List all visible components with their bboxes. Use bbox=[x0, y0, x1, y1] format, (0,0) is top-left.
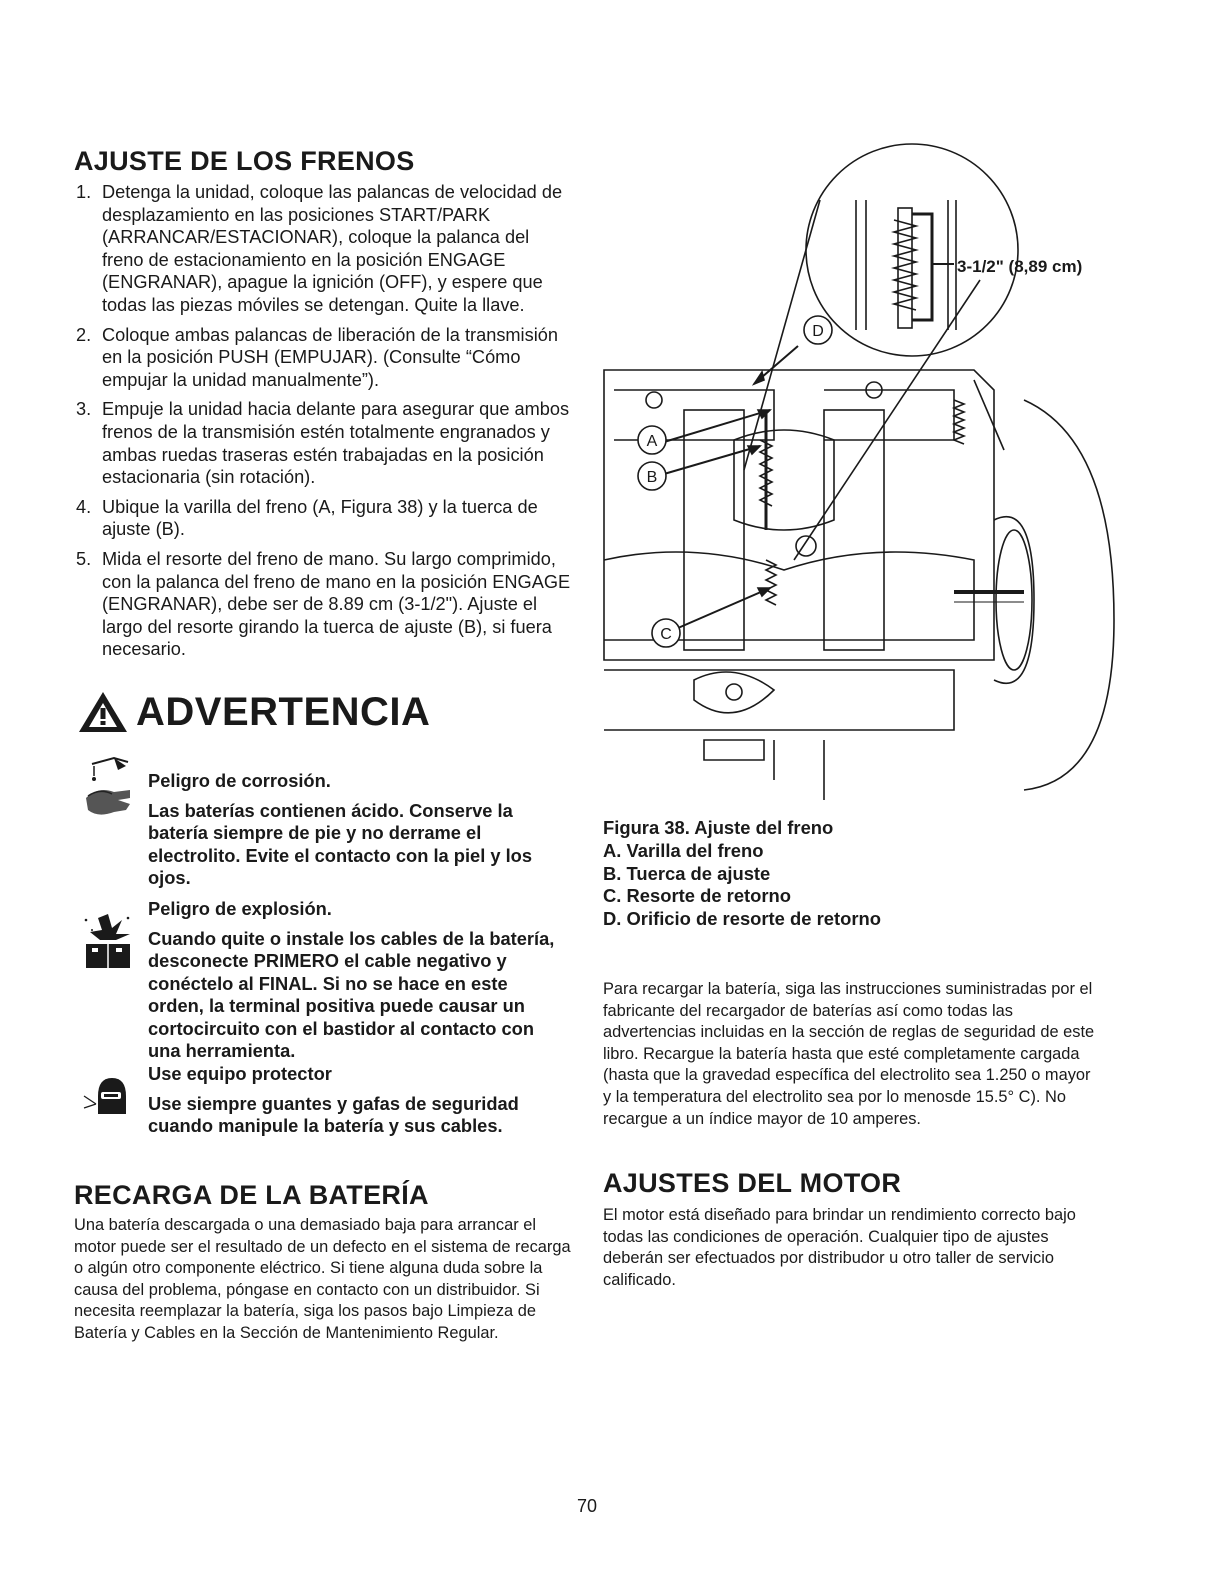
brake-diagram-illustration bbox=[594, 140, 1124, 810]
hazard-title: Peligro de corrosión. bbox=[148, 770, 331, 791]
recharge-text: Una batería descargada o una demasiado baja para arrancar el motor puede ser el resultado de un defecto en el sistema de recarga o algún otro componente eléctrico. Si tiene alguna duda sobre la causa del problema, póngase en contacto con un distribuidor. Si necesita reemplazar la batería, siga los pasos bajo Limpieza de Batería y Cables en la Sección de Mantenimiento Regular. bbox=[74, 1216, 571, 1342]
caption-title: Figura 38. Ajuste del freno bbox=[603, 817, 834, 838]
hazard-explosion bbox=[148, 898, 558, 1062]
recharge-heading: RECARGA DE LA BATERÍA bbox=[74, 1180, 429, 1210]
motor-heading: AJUSTES DEL MOTOR bbox=[603, 1168, 902, 1198]
hazard-title: Use equipo protector bbox=[148, 1063, 332, 1084]
hazard-text: Las baterías contienen ácido. Conserve la batería siempre de pie y no derrame el electrolito. Evite el contacto con la piel y los ojos. bbox=[148, 800, 533, 889]
warning-title: ADVERTENCIA bbox=[136, 689, 431, 734]
list-item: 2. Coloque ambas palancas de liberación de la transmisión en la posición PUSH (EMPUJAR). (Consulte “Cómo empujar la unidad manualmente”). bbox=[76, 324, 558, 390]
callout-d: D bbox=[812, 323, 824, 340]
list-item: 3. Empuje la unidad hacia delante para asegurar que ambos frenos de la transmisión estén totalmente engranados y ambas ruedas traseras estén trabajadas en la posición estacionaria (sin rotación). bbox=[76, 399, 570, 488]
warning-triangle-icon bbox=[76, 689, 130, 735]
hazard-corrosion bbox=[148, 770, 558, 890]
list-item: 5. Mida el resorte del freno de mano. Su largo comprimido, con la palanca del freno de mano en la posición ENGAGE (ENGRANAR), debe ser de 8.89 cm (3-1/2"). Ajuste el largo del resorte girando la tuerca de ajuste (B), si fuera necesario. bbox=[76, 548, 571, 660]
protective-gear-icon bbox=[82, 1074, 126, 1118]
brakes-heading: AJUSTE DE LOS FRENOS bbox=[74, 146, 415, 176]
page-number: 70 bbox=[577, 1496, 598, 1516]
caption-item: B. Tuerca de ajuste bbox=[603, 862, 771, 884]
list-item: 4. Ubique la varilla del freno (A, Figura 38) y la tuerca de ajuste (B). bbox=[76, 496, 538, 540]
recharge-instructions-text: Para recargar la batería, siga las instrucciones suministradas por el fabricante del recargador de baterías así como todas las advertencias incluidas en la sección de reglas de seguridad de este libro. Recargue la batería hasta que esté completamente cargada (hasta que la gravedad específica del electrolito sea 1.250 o mayor y la temperatura del electrolito sea por lo menosde 15.5° C). No recargue a un índice mayor de 10 amperes. bbox=[603, 980, 1095, 1128]
list-item: 1. Detenga la unidad, coloque las palancas de velocidad de desplazamiento en las posiciones START/PARK (ARRANCAR/ESTACIONAR), coloque la palanca del freno de estacionamiento en la posición ENGAGE (ENGRANAR), apague la ignición (OFF), y espere que todas las piezas móviles se detengan. Quite la llave. bbox=[76, 182, 563, 315]
hazard-text: Cuando quite o instale los cables de la batería, desconecte PRIMERO el cable negativo y conéctelo al FINAL. Si no se hace en este orden, la terminal positiva puede causar un cortocircuito con el bastidor al contacto con una herramienta. bbox=[148, 928, 555, 1062]
callout-c: C bbox=[660, 626, 672, 643]
callout-a: A bbox=[646, 433, 658, 450]
explosion-hazard-icon bbox=[82, 912, 134, 970]
callout-b: B bbox=[646, 469, 658, 486]
caption-item: A. Varilla del freno bbox=[603, 839, 764, 861]
figure-caption bbox=[603, 817, 1043, 931]
motor-text: El motor está diseñado para brindar un rendimiento correcto bajo todas las condiciones de operación. Cualquier tipo de ajustes deberán ser efectuados por distribudor u otro taller de servicio calificado. bbox=[603, 1206, 1076, 1289]
measurement-label: 3-1/2" (8,89 cm) bbox=[957, 257, 1083, 276]
hazard-title: Peligro de explosión. bbox=[148, 898, 332, 919]
hazard-protective bbox=[148, 1063, 568, 1138]
brake-figure bbox=[594, 140, 1124, 810]
corrosion-hazard-icon bbox=[84, 752, 132, 824]
caption-item: C. Resorte de retorno bbox=[603, 885, 792, 907]
hazard-text: Use siempre guantes y gafas de seguridad cuando manipule la batería y sus cables. bbox=[148, 1093, 519, 1137]
warning-header bbox=[76, 689, 430, 735]
caption-item: D. Orificio de resorte de retorno bbox=[603, 908, 881, 930]
brakes-steps bbox=[72, 181, 572, 668]
